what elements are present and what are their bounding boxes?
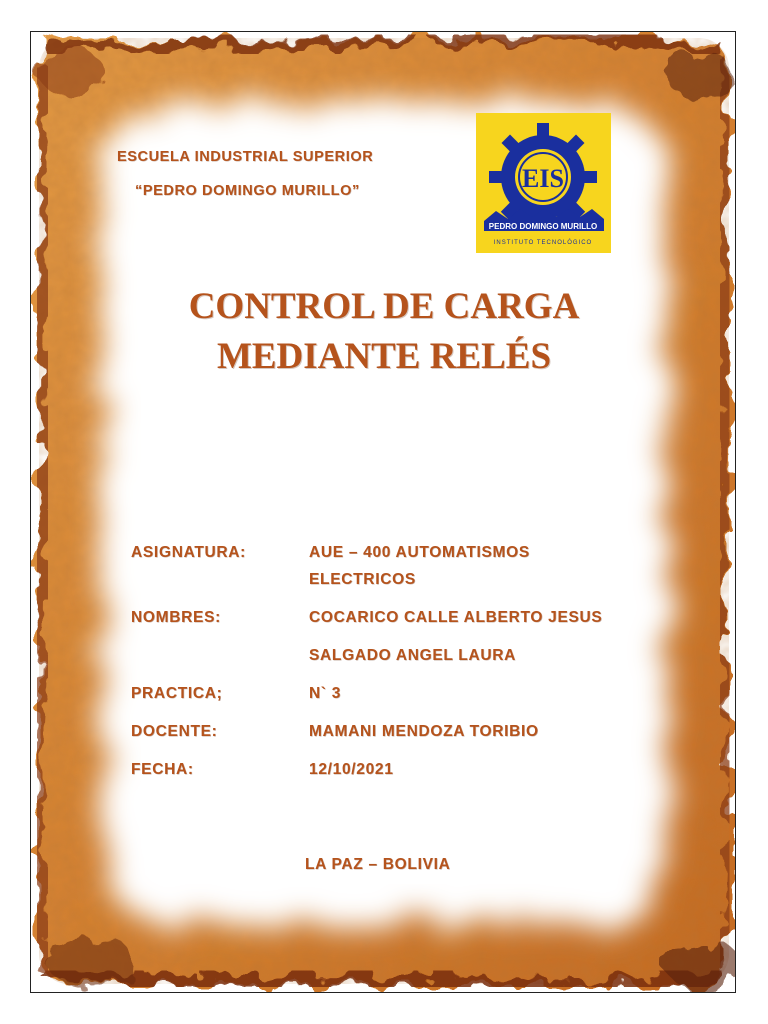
school-name-line1: ESCUELA INDUSTRIAL SUPERIOR: [117, 149, 374, 165]
practica-value: N` 3: [309, 685, 342, 702]
docente-value: MAMANI MENDOZA TORIBIO: [309, 723, 539, 740]
nombres-value-line1: COCARICO CALLE ALBERTO JESUS: [309, 609, 603, 626]
fecha-label: FECHA:: [131, 761, 194, 778]
location-footer: LA PAZ – BOLIVIA: [305, 856, 451, 873]
practica-label: PRACTICA;: [131, 685, 223, 702]
document-title-line1: CONTROL DE CARGA: [188, 286, 580, 327]
logo-mark: EIS: [522, 164, 564, 193]
school-name-line2: “PEDRO DOMINGO MURILLO”: [135, 183, 360, 199]
asignatura-label: ASIGNATURA:: [131, 544, 247, 561]
logo-subtitle: INSTITUTO TECNOLÓGICO: [493, 240, 593, 246]
nombres-value-line2: SALGADO ANGEL LAURA: [309, 647, 517, 664]
fecha-value: 12/10/2021: [309, 761, 394, 778]
docente-label: DOCENTE:: [131, 723, 218, 740]
document-title-line2: MEDIANTE RELÉS: [216, 336, 552, 377]
document-page: [30, 31, 736, 993]
asignatura-value-line2: ELECTRICOS: [309, 571, 416, 588]
nombres-label: NOMBRES:: [131, 609, 221, 626]
school-logo: [476, 113, 611, 253]
logo-name: PEDRO DOMINGO MURILLO: [488, 222, 598, 231]
asignatura-value-line1: AUE – 400 AUTOMATISMOS: [309, 544, 530, 561]
